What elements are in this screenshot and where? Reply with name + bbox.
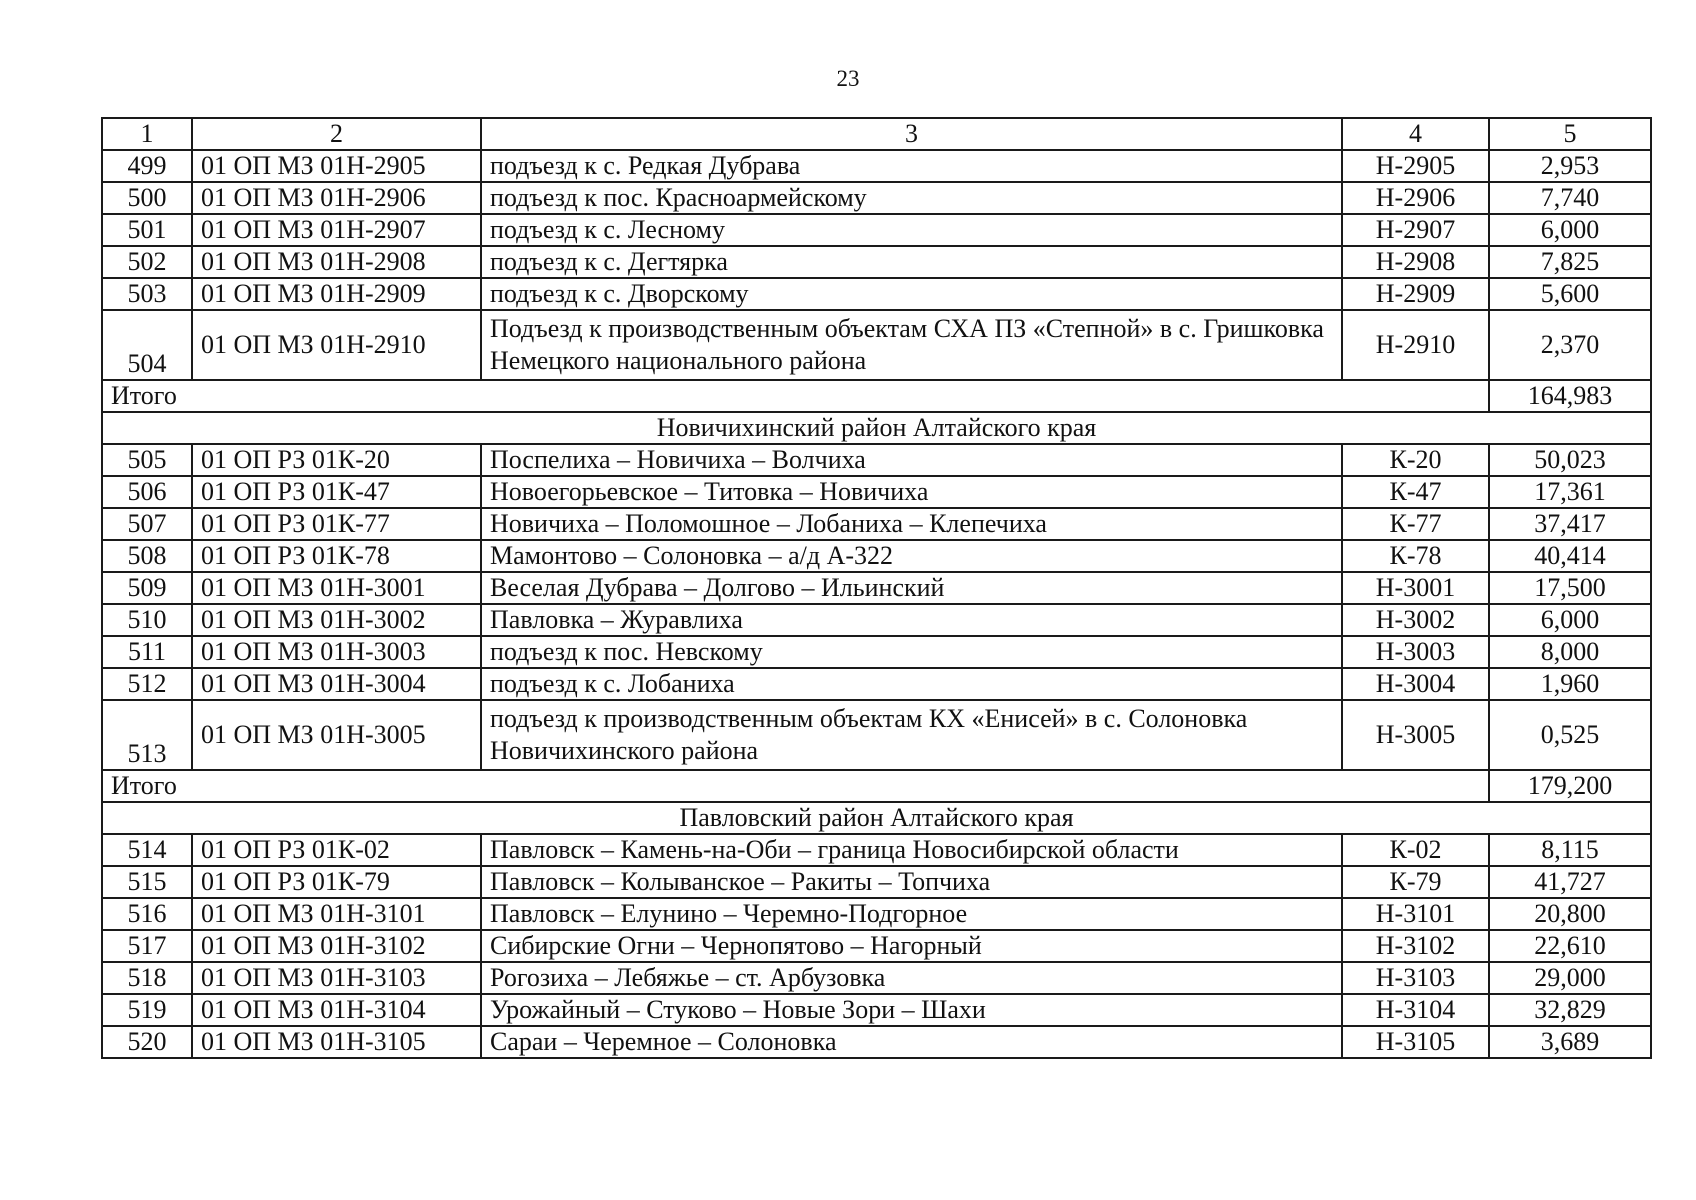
table-row [102, 150, 1651, 182]
road-code: Н-3002 [1342, 604, 1489, 636]
row-number: 503 [102, 278, 192, 310]
road-name: Рогозиха – Лебяжье – ст. Арбузовка [481, 962, 1342, 994]
total-value: 164,983 [1489, 380, 1651, 412]
road-name: Новичиха – Поломошное – Лобаниха – Клепечиха [481, 508, 1342, 540]
column-header-3: 3 [481, 118, 1342, 150]
row-number: 514 [102, 834, 192, 866]
table-row [102, 604, 1651, 636]
road-length: 8,115 [1489, 834, 1651, 866]
road-length: 29,000 [1489, 962, 1651, 994]
road-name: Сибирские Огни – Чернопятово – Нагорный [481, 930, 1342, 962]
road-id: 01 ОП МЗ 01Н-3105 [192, 1026, 481, 1058]
road-code: Н-3004 [1342, 668, 1489, 700]
road-id: 01 ОП РЗ 01К-78 [192, 540, 481, 572]
table-row [102, 182, 1651, 214]
column-header-4: 4 [1342, 118, 1489, 150]
road-id: 01 ОП МЗ 01Н-3101 [192, 898, 481, 930]
road-length: 50,023 [1489, 444, 1651, 476]
row-number: 513 [102, 700, 192, 770]
page-number: 23 [836, 66, 860, 91]
road-name: подъезд к пос. Невскому [481, 636, 1342, 668]
row-number: 501 [102, 214, 192, 246]
road-length: 1,960 [1489, 668, 1651, 700]
road-length: 0,525 [1489, 700, 1651, 770]
total-label: Итого [102, 380, 1489, 412]
row-number: 499 [102, 150, 192, 182]
road-code: Н-2909 [1342, 278, 1489, 310]
road-name: Веселая Дубрава – Долгово – Ильинский [481, 572, 1342, 604]
road-id: 01 ОП МЗ 01Н-2909 [192, 278, 481, 310]
table-row [102, 636, 1651, 668]
row-number: 506 [102, 476, 192, 508]
road-name: подъезд к с. Лесному [481, 214, 1342, 246]
header-row [102, 118, 1651, 150]
row-number: 507 [102, 508, 192, 540]
road-id: 01 ОП МЗ 01Н-3004 [192, 668, 481, 700]
road-code: Н-2908 [1342, 246, 1489, 278]
road-name: подъезд к производственным объектам КХ «Енисей» в с. Солоновка Новичихинского района [481, 700, 1342, 770]
road-name: Поспелиха – Новичиха – Волчиха [481, 444, 1342, 476]
table-row [102, 508, 1651, 540]
road-id: 01 ОП РЗ 01К-77 [192, 508, 481, 540]
road-name: Новоегорьевское – Титовка – Новичиха [481, 476, 1342, 508]
road-id: 01 ОП МЗ 01Н-3103 [192, 962, 481, 994]
total-label: Итого [102, 770, 1489, 802]
road-id: 01 ОП МЗ 01Н-3002 [192, 604, 481, 636]
road-code: Н-2905 [1342, 150, 1489, 182]
table-row [102, 898, 1651, 930]
row-number: 520 [102, 1026, 192, 1058]
road-length: 6,000 [1489, 604, 1651, 636]
row-number: 516 [102, 898, 192, 930]
row-number: 512 [102, 668, 192, 700]
road-length: 22,610 [1489, 930, 1651, 962]
road-code: Н-3102 [1342, 930, 1489, 962]
road-id: 01 ОП РЗ 01К-02 [192, 834, 481, 866]
road-code: Н-3001 [1342, 572, 1489, 604]
road-length: 37,417 [1489, 508, 1651, 540]
road-code: Н-2910 [1342, 310, 1489, 380]
column-header-1: 1 [102, 118, 192, 150]
row-number: 500 [102, 182, 192, 214]
road-id: 01 ОП МЗ 01Н-3001 [192, 572, 481, 604]
road-code: Н-3104 [1342, 994, 1489, 1026]
road-length: 6,000 [1489, 214, 1651, 246]
road-length: 32,829 [1489, 994, 1651, 1026]
road-length: 5,600 [1489, 278, 1651, 310]
road-length: 17,361 [1489, 476, 1651, 508]
road-id: 01 ОП РЗ 01К-47 [192, 476, 481, 508]
road-length: 7,740 [1489, 182, 1651, 214]
road-id: 01 ОП МЗ 01Н-3104 [192, 994, 481, 1026]
road-id: 01 ОП МЗ 01Н-2905 [192, 150, 481, 182]
section-header-row [102, 412, 1651, 444]
column-header-2: 2 [192, 118, 481, 150]
row-number: 504 [102, 310, 192, 380]
total-row [102, 380, 1651, 412]
road-length: 7,825 [1489, 246, 1651, 278]
row-number: 517 [102, 930, 192, 962]
total-value: 179,200 [1489, 770, 1651, 802]
road-code: Н-2907 [1342, 214, 1489, 246]
row-number: 510 [102, 604, 192, 636]
row-number: 519 [102, 994, 192, 1026]
road-name: подъезд к с. Редкая Дубрава [481, 150, 1342, 182]
road-length: 40,414 [1489, 540, 1651, 572]
section-title: Павловский район Алтайского края [102, 802, 1651, 834]
road-id: 01 ОП МЗ 01Н-3003 [192, 636, 481, 668]
row-number: 505 [102, 444, 192, 476]
road-name: подъезд к с. Дегтярка [481, 246, 1342, 278]
road-name: Павловск – Колыванское – Ракиты – Топчиха [481, 866, 1342, 898]
table-row [102, 540, 1651, 572]
road-code: К-79 [1342, 866, 1489, 898]
road-id: 01 ОП МЗ 01Н-3102 [192, 930, 481, 962]
road-length: 3,689 [1489, 1026, 1651, 1058]
road-id: 01 ОП МЗ 01Н-2908 [192, 246, 481, 278]
section-title: Новичихинский район Алтайского края [102, 412, 1651, 444]
road-code: К-20 [1342, 444, 1489, 476]
road-code: К-47 [1342, 476, 1489, 508]
table-row [102, 444, 1651, 476]
road-code: Н-3101 [1342, 898, 1489, 930]
road-length: 2,953 [1489, 150, 1651, 182]
road-code: К-77 [1342, 508, 1489, 540]
row-number: 508 [102, 540, 192, 572]
road-id: 01 ОП МЗ 01Н-3005 [192, 700, 481, 770]
road-id: 01 ОП МЗ 01Н-2907 [192, 214, 481, 246]
road-code: Н-3005 [1342, 700, 1489, 770]
row-number: 509 [102, 572, 192, 604]
table-row [102, 930, 1651, 962]
table-row [102, 572, 1651, 604]
road-name: Сараи – Черемное – Солоновка [481, 1026, 1342, 1058]
road-name: подъезд к с. Дворскому [481, 278, 1342, 310]
road-length: 17,500 [1489, 572, 1651, 604]
table-row [102, 1026, 1651, 1058]
road-length: 20,800 [1489, 898, 1651, 930]
table-row [102, 310, 1651, 380]
row-number: 511 [102, 636, 192, 668]
road-code: К-02 [1342, 834, 1489, 866]
road-name: Подъезд к производственным объектам СХА ПЗ «Степной» в с. Гришковка Немецкого национального района [481, 310, 1342, 380]
table-row [102, 962, 1651, 994]
road-name: подъезд к с. Лобаниха [481, 668, 1342, 700]
road-name: Павловка – Журавлиха [481, 604, 1342, 636]
road-name: Урожайный – Стуково – Новые Зори – Шахи [481, 994, 1342, 1026]
road-code: К-78 [1342, 540, 1489, 572]
road-id: 01 ОП МЗ 01Н-2906 [192, 182, 481, 214]
row-number: 518 [102, 962, 192, 994]
road-name: Мамонтово – Солоновка – а/д А-322 [481, 540, 1342, 572]
table-row [102, 246, 1651, 278]
road-code: Н-3103 [1342, 962, 1489, 994]
table-row [102, 866, 1651, 898]
table-row [102, 668, 1651, 700]
road-id: 01 ОП МЗ 01Н-2910 [192, 310, 481, 380]
road-name: подъезд к пос. Красноармейскому [481, 182, 1342, 214]
table-row [102, 994, 1651, 1026]
road-length: 8,000 [1489, 636, 1651, 668]
road-length: 41,727 [1489, 866, 1651, 898]
table-row [102, 700, 1651, 770]
table-body [102, 118, 1651, 1058]
road-code: Н-3003 [1342, 636, 1489, 668]
road-id: 01 ОП РЗ 01К-79 [192, 866, 481, 898]
table-row [102, 476, 1651, 508]
road-name: Павловск – Елунино – Черемно-Подгорное [481, 898, 1342, 930]
column-header-5: 5 [1489, 118, 1651, 150]
road-code: Н-3105 [1342, 1026, 1489, 1058]
table-row [102, 834, 1651, 866]
table-row [102, 278, 1651, 310]
section-header-row [102, 802, 1651, 834]
table-row [102, 214, 1651, 246]
total-row [102, 770, 1651, 802]
row-number: 515 [102, 866, 192, 898]
road-id: 01 ОП РЗ 01К-20 [192, 444, 481, 476]
road-code: Н-2906 [1342, 182, 1489, 214]
road-registry-table [101, 117, 1652, 1059]
road-length: 2,370 [1489, 310, 1651, 380]
road-name: Павловск – Камень-на-Оби – граница Новосибирской области [481, 834, 1342, 866]
row-number: 502 [102, 246, 192, 278]
